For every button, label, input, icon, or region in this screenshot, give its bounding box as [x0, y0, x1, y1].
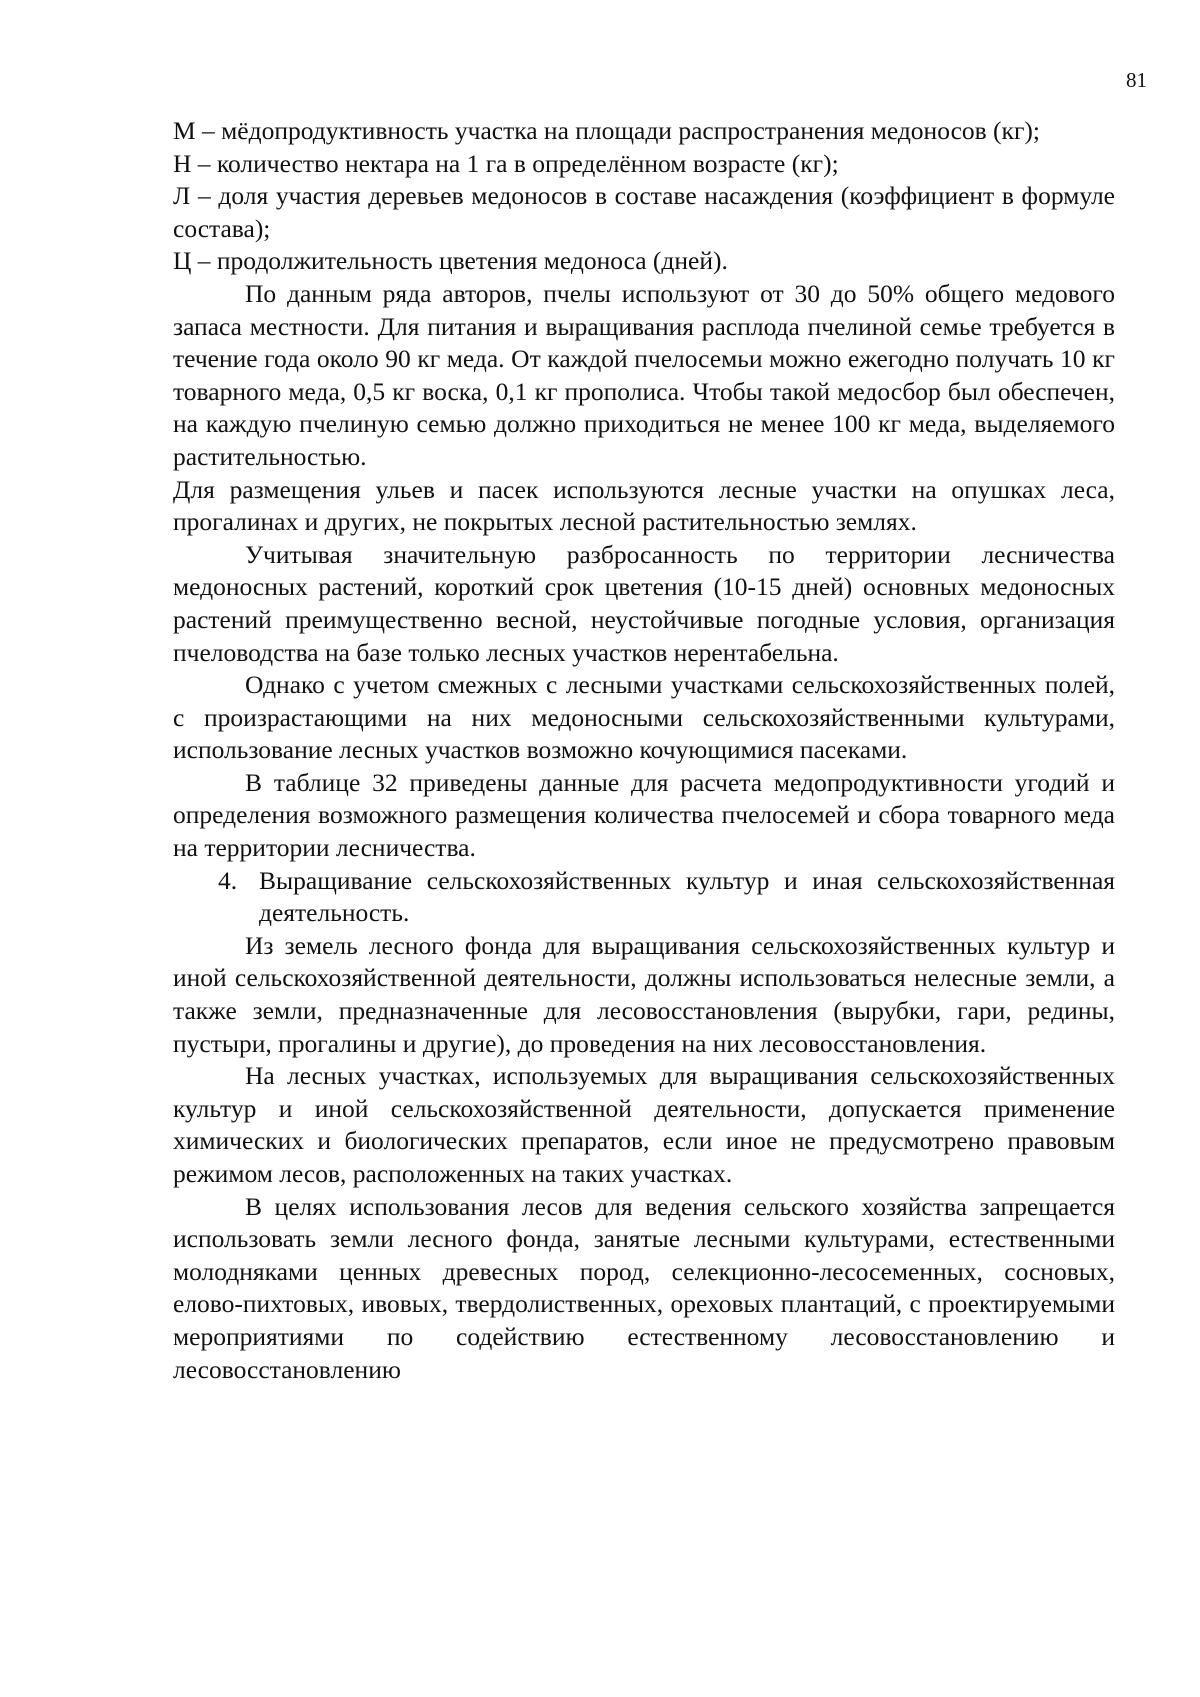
- definition-l: Л – доля участия деревьев медоносов в составе насаждения (коэффициент в формуле состава);: [173, 181, 1115, 243]
- document-body: [173, 115, 1115, 1386]
- definition-m: М – мёдопродуктивность участка на площади распространения медоносов (кг);: [173, 116, 1040, 145]
- paragraph-nomadic-apiaries: Однако с учетом смежных с лесными участками сельскохозяйственных полей, с произрастающими на них медоносными сельскохозяйственными культурами, использование лесных участков возможно кочующимися пасеками.: [173, 670, 1115, 765]
- section-heading-text: Выращивание сельскохозяйственных культур и иная сельскохозяйственная деятельность.: [259, 865, 1115, 928]
- paragraph-bee-honey-stock: По данным ряда авторов, пчелы используют от 30 до 50% общего медового запаса местности. Для питания и выращивания расплода пчелиной семье требуется в течение года около 90 кг меда. От каждой пчелосемьи можно ежегодно получать 10 кг товарного меда, 0,5 кг воска, 0,1 кг прополиса. Чтобы такой медосбор был обеспечен, на каждую пчелиную семью должно приходиться не менее 100 кг меда, выделяемого растительностью.: [173, 278, 1115, 471]
- section-heading-agriculture: [173, 865, 1115, 930]
- page-number: 81: [1126, 68, 1147, 92]
- section-list: [173, 865, 1115, 930]
- paragraph-prohibited-lands: В целях использования лесов для ведения сельского хозяйства запрещается использовать земли лесного фонда, занятые лесными культурами, естественными молодняками ценных древесных пород, селекционно-лесосеменных, сосновых, елово-пихтовых, ивовых, твердолиственных, ореховых плантаций, с проектируемыми мероприятиями по содействию естественному лесовосстановлению и лесовосстановлению: [173, 1191, 1115, 1384]
- definition-c: Ц – продолжительность цветения медоноса (дней).: [173, 246, 728, 276]
- paragraph-table-32-reference: В таблице 32 приведены данные для расчета медопродуктивности угодий и определения возможного размещения количества пчелосемей и сбора товарного меда на территории лесничества.: [173, 767, 1115, 863]
- paragraph-chemical-preparations: На лесных участках, используемых для выращивания сельскохозяйственных культур и иной сельскохозяйственной деятельности, допускается применение химических и биологических препаратов, если иное не предусмотрено правовым режимом лесов, расположенных на таких участках.: [173, 1061, 1115, 1188]
- paragraph-hive-placement: Для размещения ульев и пасек используются лесные участки на опушках леса, прогалинах и других, не покрытых лесной растительностью землях.: [173, 474, 1115, 537]
- paragraph-lands-for-agriculture: Из земель лесного фонда для выращивания сельскохозяйственных культур и иной сельскохозяйственной деятельности, должны использоваться нелесные земли, а также земли, предназначенные для лесовосстановления (вырубки, гари, редины, пустыри, прогалины и другие), до проведения на них лесовосстановления.: [173, 930, 1115, 1058]
- section-number: 4.: [218, 865, 238, 895]
- paragraph-beekeeping-unprofitable: Учитывая значительную разбросанность по территории лесничества медоносных растений, короткий срок цветения (10-15 дней) основных медоносных растений преимущественно весной, неустойчивые погодные условия, организация пчеловодства на базе только лесных участков нерентабельна.: [173, 539, 1115, 667]
- definition-n: Н – количество нектара на 1 га в определённом возрасте (кг);: [173, 148, 839, 178]
